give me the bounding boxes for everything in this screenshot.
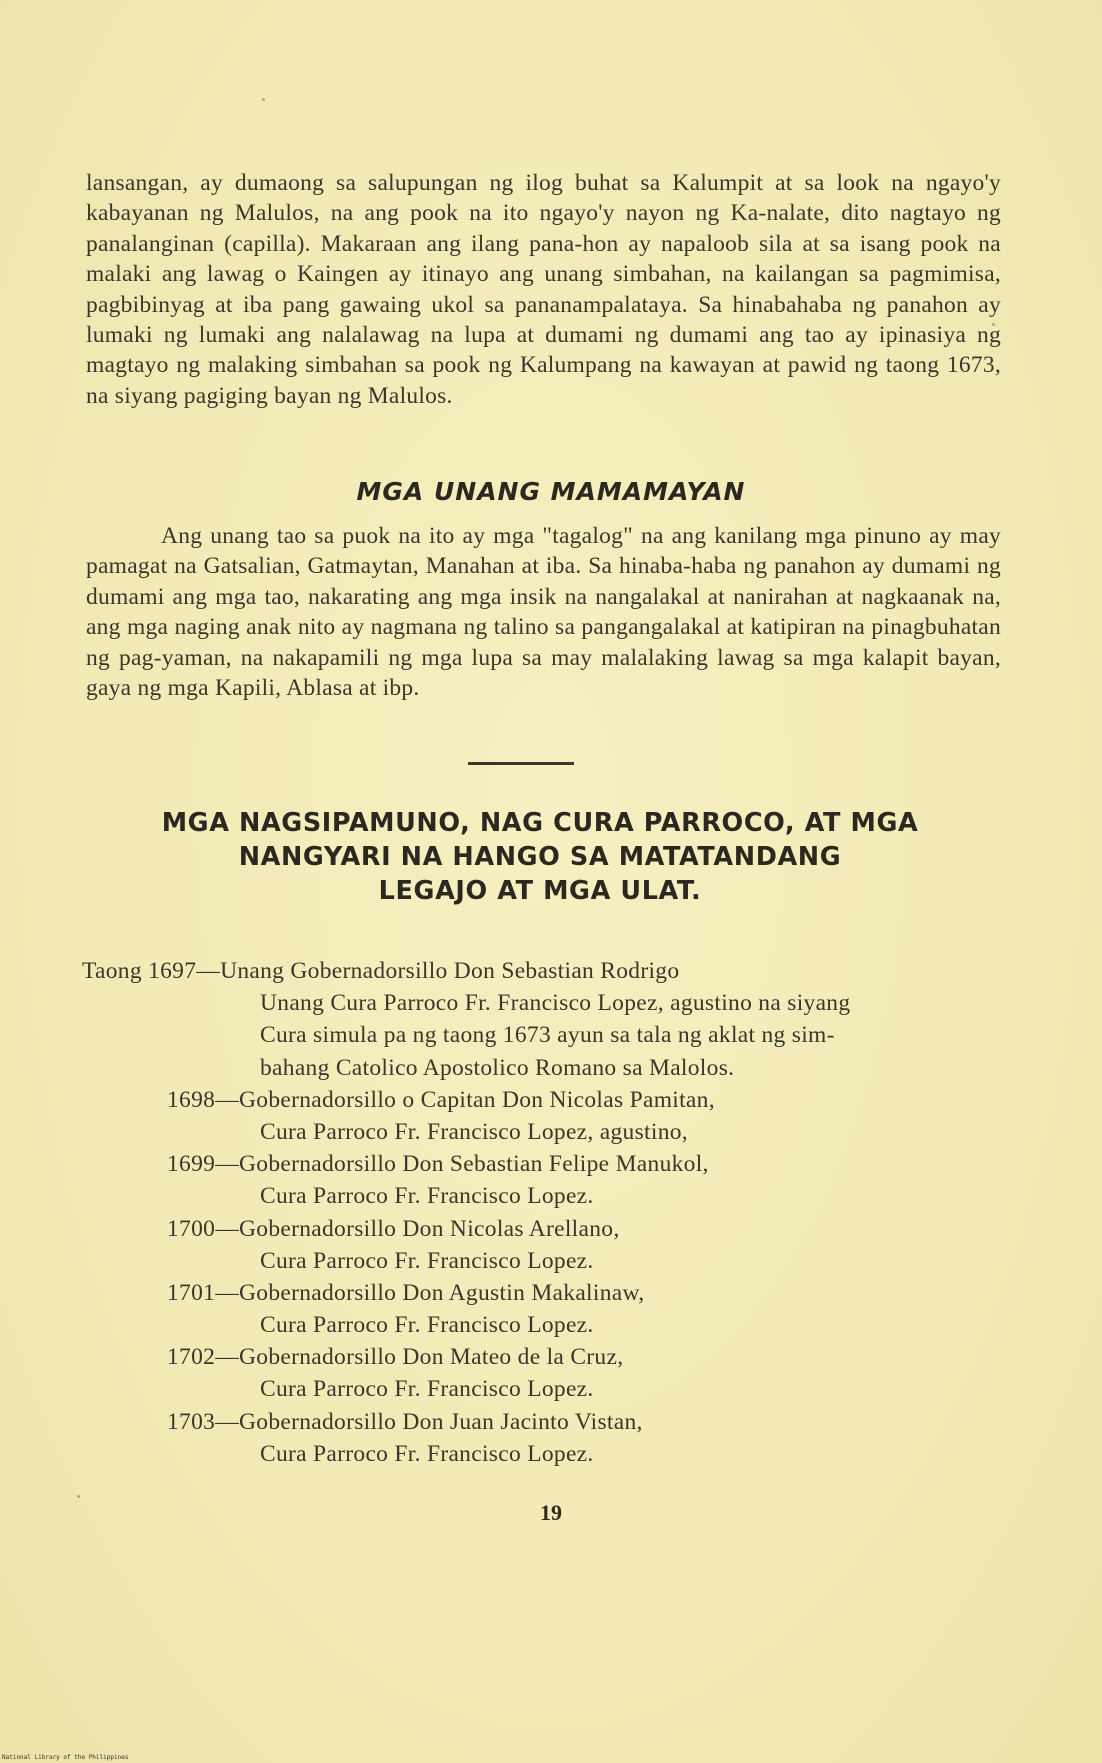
chronology-list	[0, 955, 1102, 1470]
section-title	[90, 806, 990, 908]
divider-rule	[468, 762, 574, 765]
entry-1697-line: Taong 1697—Unang Gobernadorsillo Don Sebastian Rodrigo	[82, 958, 680, 984]
entry-1702-cura: Cura Parroco Fr. Francisco Lopez.	[260, 1376, 594, 1403]
section-heading-unang-mamamayan: MGA UNANG MAMAMAYAN	[356, 477, 746, 506]
entry-1700-line: 1700—Gobernadorsillo Don Nicolas Arellano,	[167, 1215, 620, 1242]
section-title-line: MGA NAGSIPAMUNO, NAG CURA PARROCO, AT MGA	[161, 808, 919, 838]
entry-1698-cura: Cura Parroco Fr. Francisco Lopez, agustino,	[260, 1118, 688, 1145]
section-title-line: NANGYARI NA HANGO SA MATATANDANG	[238, 842, 842, 872]
entry-1697-cura: Unang Cura Parroco Fr. Francisco Lopez, agustino na siyang	[260, 990, 851, 1017]
entry-1697-cont: bahang Catolico Apostolico Romano sa Malolos.	[260, 1054, 735, 1081]
section-title-line: LEGAJO AT MGA ULAT.	[378, 876, 702, 906]
entry-1703-line: 1703—Gobernadorsillo Don Juan Jacinto Vistan,	[167, 1408, 643, 1435]
paper-speck	[262, 98, 265, 101]
page-number: 19	[540, 1500, 562, 1525]
entry-1699-cura: Cura Parroco Fr. Francisco Lopez.	[260, 1183, 594, 1210]
entry-1701-cura: Cura Parroco Fr. Francisco Lopez.	[260, 1312, 594, 1339]
entry-1698-line: 1698—Gobernadorsillo o Capitan Don Nicolas Pamitan,	[167, 1086, 715, 1113]
entry-1701-line: 1701—Gobernadorsillo Don Agustin Makalinaw,	[167, 1279, 645, 1306]
paragraph-2: Ang unang tao sa puok na ito ay mga "tagalog" na ang kanilang mga pinuno ay may pamagat na Gatsalian, Gatmaytan, Manahan at iba. Sa hinaba-haba ng panahon ay dumami ng dumami ang mga tao, nakarating ang mga insik na nangalakal at nanirahan at nagkaanak na, ang mga naging anak nito ay nagmana ng talino sa pangangalakal at katipiran na pinagbuhatan ng pag-yaman, na nakapamili ng mga lupa sa may malalaking lawag sa mga kalapit bayan, gaya ng mga Kapili, Ablasa at ibp.	[86, 523, 1001, 702]
footer-credit: National Library of the Philippines	[2, 1754, 129, 1761]
entry-1699-line: 1699—Gobernadorsillo Don Sebastian Felipe Manukol,	[167, 1151, 709, 1178]
entry-1700-cura: Cura Parroco Fr. Francisco Lopez.	[260, 1247, 594, 1274]
paragraph-1: lansangan, ay dumaong sa salupungan ng ilog buhat sa Kalumpit at sa look na ngayo'y kabayanan ng Malulos, na ang pook na ito ngayo'y nayon ng Ka-nalate, dito nagtayo ng panalanginan (capilla). Makaraan ang ilang pana-hon ay napaloob sila at sa isang pook na malaki ang lawag o Kaingen ay itinayo ang unang simbahan, na kailangan sa pagmimisa, pagbibinyag at iba pang gawaing ukol sa pananampalataya. Sa hinabahaba ng panahon ay lumaki ng lumaki ang nalalawag na lupa at dumami ng dumami ang tao ay ipinasiya ng magtayo ng malaking simbahan sa pook ng Kalumpang na kawayan at pawid ng taong 1673, na siyang pagiging bayan ng Malulos.	[86, 170, 1001, 409]
entry-1702-line: 1702—Gobernadorsillo Don Mateo de la Cruz,	[167, 1344, 624, 1371]
entry-1703-cura: Cura Parroco Fr. Francisco Lopez.	[260, 1440, 594, 1467]
paper-speck	[77, 1495, 80, 1498]
entry-1697-cont: Cura simula pa ng taong 1673 ayun sa tala ng aklat ng sim-	[260, 1022, 835, 1049]
